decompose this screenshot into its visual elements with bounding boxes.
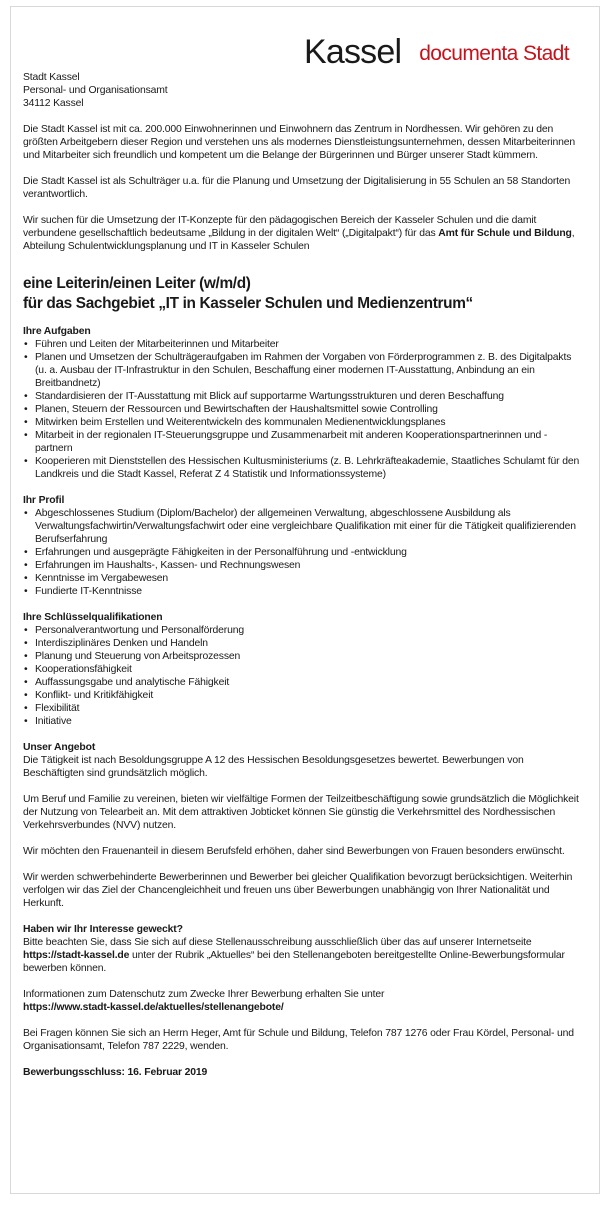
list-item: • Kooperationsfähigkeit <box>23 663 583 676</box>
address-line-1: Stadt Kassel <box>23 72 80 83</box>
list-item: • Interdisziplinäres Denken und Handeln <box>23 637 583 650</box>
intro-paragraph-3: Wir suchen für die Umsetzung der IT-Konzepte für den pädagogischen Bereich der Kasseler Schulen und die damit verbundene gesellschaftlich bedeutsame „Bildung in der digitalen Welt“ („Digitalpakt“) für das Amt für Schule und Bildung, Abteilung Schulentwicklungsplanung und IT in Kasseler Schulen <box>23 215 575 252</box>
list-item: • Kenntnisse im Vergabewesen <box>23 572 583 585</box>
intro-paragraph-2: Die Stadt Kassel ist als Schulträger u.a. für die Planung und Umsetzung der Digitalisierung in 55 Schulen an 58 Standorten verantwortlich. <box>23 176 571 200</box>
angebot-paragraph-4: Wir werden schwerbehinderte Bewerberinnen und Bewerber bei gleicher Qualifikation bevorzugt berücksichtigen. Weiterhin verfolgen wir das Ziel der Chancengleichheit und freuen uns über Bewerbungen unabhängig von Ihrer Nationalität und Herkunft. <box>23 872 573 909</box>
list-item: • Erfahrungen und ausgeprägte Fähigkeiten in der Personalführung und -entwicklung <box>23 546 583 559</box>
list-item: • Erfahrungen im Haushalts-, Kassen- und Rechnungswesen <box>23 559 583 572</box>
list-item: • Abgeschlossenes Studium (Diplom/Bachelor) der allgemeinen Verwaltung, abgeschlossene Ausbildung als Verwaltungsfachwirtin/Verwaltungsfachwirt oder eine vergleichbare Qualifikation mit einer für die Tätigkeit qualifizierenden Berufserfahrung <box>23 507 583 546</box>
interesse-paragraph-1: Bitte beachten Sie, dass Sie sich auf diese Stellenausschreibung ausschließlich über das auf unserer Internetseite https://stadt-kassel.de unter der Rubrik „Aktuelles“ bei den Stellenangeboten bereitgestellte Online-Bewerbungsformular bewerben können. <box>23 937 565 974</box>
schluessel-list <box>23 624 583 728</box>
application-deadline: Bewerbungsschluss: 16. Februar 2019 <box>23 1067 208 1078</box>
profil-heading: Ihr Profil <box>23 495 65 506</box>
stellenangebote-link[interactable]: https://www.stadt-kassel.de/aktuelles/stellenangebote/ <box>23 1002 284 1013</box>
schluessel-heading: Ihre Schlüsselqualifikationen <box>23 612 163 623</box>
intro-paragraph-1: Die Stadt Kassel ist mit ca. 200.000 Einwohnerinnen und Einwohnern das Zentrum in Nordhessen. Wir gehören zu den größten Arbeitgebern dieser Region und verstehen uns als modernes Dienstleistungsunternehmen, dessen Mitarbeiterinnen und Mitarbeiter sich freundlich und kompetent um die Belange der Bürgerinnen und Bürger unserer Stadt kümmern. <box>23 124 575 161</box>
list-item: • Flexibilität <box>23 702 583 715</box>
list-item: • Personalverantwortung und Personalförderung <box>23 624 583 637</box>
angebot-paragraph-1: Die Tätigkeit ist nach Besoldungsgruppe A 12 des Hessischen Besoldungsgesetzes bewertet. Bewerbungen von Beschäftigten sind grundsätzlich möglich. <box>23 755 524 779</box>
profil-list <box>23 507 583 598</box>
list-item: • Planen, Steuern der Ressourcen und Bewirtschaften der Haushaltsmittel sowie Controlling <box>23 403 583 416</box>
documenta-stadt-logo: documenta Stadt <box>419 42 569 65</box>
position-title <box>23 274 583 314</box>
list-item: • Initiative <box>23 715 583 728</box>
address-line-2: Personal- und Organisationsamt <box>23 85 168 96</box>
aufgaben-list <box>23 338 583 481</box>
list-item: • Standardisieren der IT-Ausstattung mit Blick auf supportarme Wartungsstrukturen und deren Beschaffung <box>23 390 583 403</box>
kassel-logo: Kassel <box>303 33 402 71</box>
header <box>11 29 569 69</box>
angebot-paragraph-3: Wir möchten den Frauenanteil in diesem Berufsfeld erhöhen, daher sind Bewerbungen von Frauen besonders erwünscht. <box>23 846 565 857</box>
list-item: • Kooperieren mit Dienststellen des Hessischen Kultusministeriums (z. B. Lehrkräfteakademie, Staatliches Schulamt für den Landkreis und die Stadt Kassel, Referat Z 4 Statistik und Informationssysteme) <box>23 455 583 481</box>
list-item: • Fundierte IT-Kenntnisse <box>23 585 583 598</box>
list-item: • Planen und Umsetzen der Schulträgeraufgaben im Rahmen der Vorgaben von Förderprogrammen z. B. des Digitalpakts (u. a. Ausbau der IT-Infrastruktur in den Schulen, Beschaffung einer modernen IT-Ausstattung, Anbindung an ein Breitbandnetz) <box>23 351 583 390</box>
angebot-heading: Unser Angebot <box>23 742 96 753</box>
address-line-3: 34112 Kassel <box>23 98 84 109</box>
list-item: • Führen und Leiten der Mitarbeiterinnen und Mitarbeiter <box>23 338 583 351</box>
sender-address <box>23 71 583 110</box>
datenschutz-text: Informationen zum Datenschutz zum Zwecke Ihrer Bewerbung erhalten Sie unter <box>23 989 385 1000</box>
position-title-line-1: eine Leiterin/einen Leiter (w/m/d) <box>23 275 251 292</box>
angebot-paragraph-2: Um Beruf und Familie zu vereinen, bieten wir vielfältige Formen der Teilzeitbeschäftigung sowie grundsätzlich die Möglichkeit der Nutzung von Telearbeit an. Mit dem attraktiven Jobticket können Sie günstig die Verkehrsmittel des Nordhessischen Verkehrsverbundes (NVV) nutzen. <box>23 794 579 831</box>
ad-content <box>23 71 583 1079</box>
website-link[interactable]: https://stadt-kassel.de <box>23 950 130 961</box>
list-item: • Auffassungsgabe und analytische Fähigkeit <box>23 676 583 689</box>
list-item: • Konflikt- und Kritikfähigkeit <box>23 689 583 702</box>
department-name: Amt für Schule und Bildung <box>438 228 572 239</box>
position-title-line-2: für das Sachgebiet „IT in Kasseler Schulen und Medienzentrum“ <box>23 295 473 312</box>
contact-paragraph: Bei Fragen können Sie sich an Herrn Heger, Amt für Schule und Bildung, Telefon 787 1276 oder Frau Kördel, Personal- und Organisationsamt, Telefon 787 2229, wenden. <box>23 1028 574 1052</box>
list-item: • Planung und Steuerung von Arbeitsprozessen <box>23 650 583 663</box>
interesse-heading: Haben wir Ihr Interesse geweckt? <box>23 924 183 935</box>
job-ad-page <box>10 6 600 1194</box>
aufgaben-heading: Ihre Aufgaben <box>23 326 91 337</box>
list-item: • Mitarbeit in der regionalen IT-Steuerungsgruppe und Zusammenarbeit mit anderen Kooperationspartnerinnen und -partnern <box>23 429 583 455</box>
list-item: • Mitwirken beim Erstellen und Weiterentwickeln des kommunalen Medienentwicklungsplanes <box>23 416 583 429</box>
